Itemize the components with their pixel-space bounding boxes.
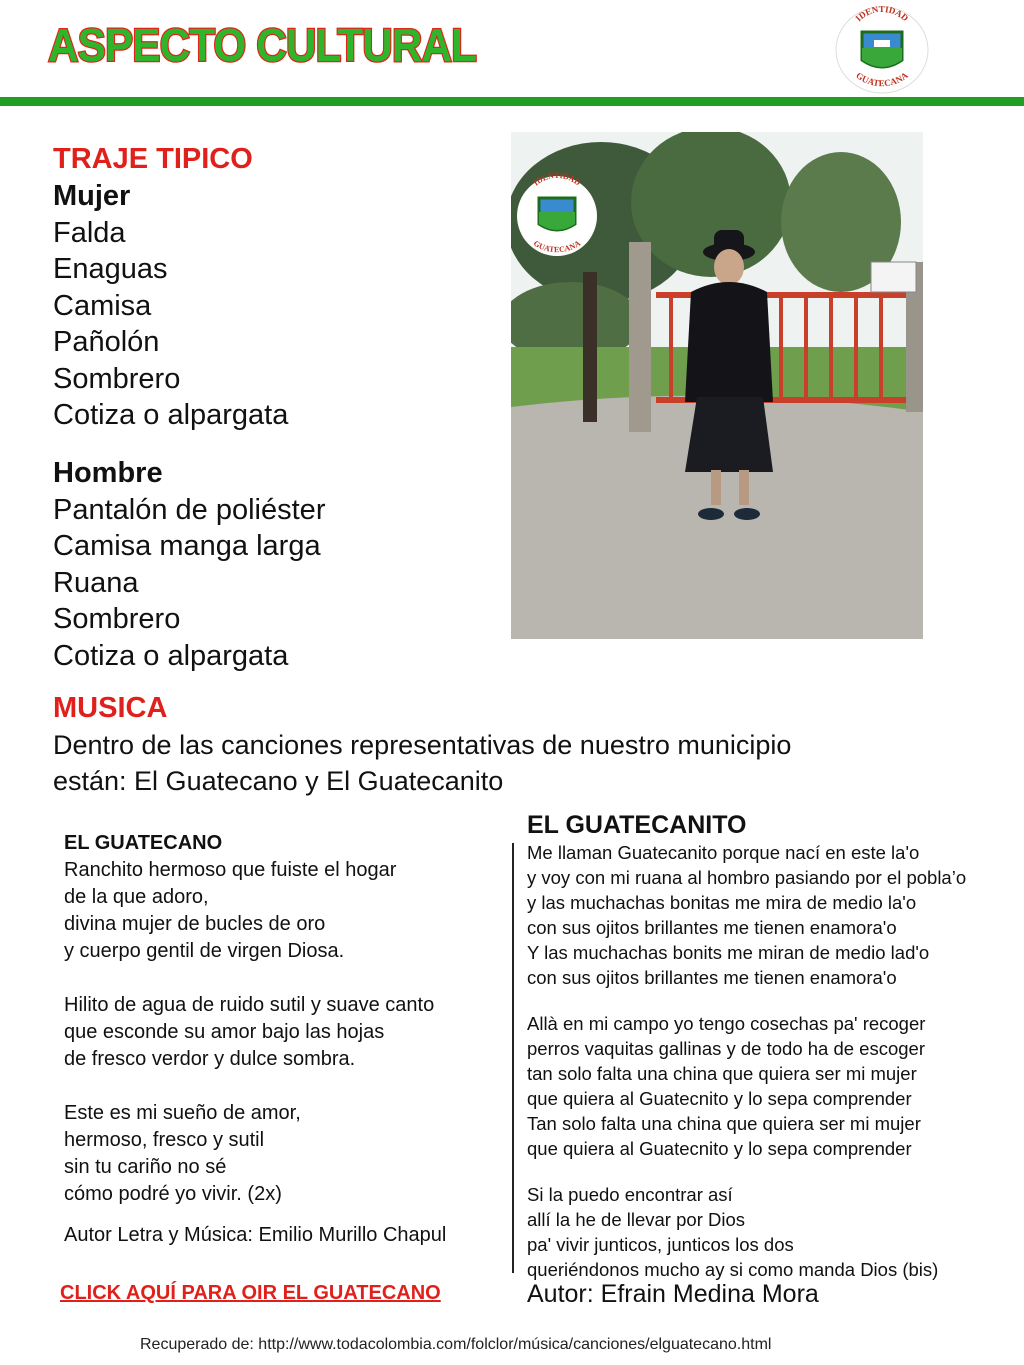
musica-intro bbox=[53, 727, 791, 799]
list-item: Cotiza o alpargata bbox=[53, 639, 289, 672]
stanza: Hilito de agua de ruido sutil y suave canto que esconde su amor bajo las hojas de fresco verdor y dulce sombra. bbox=[64, 994, 435, 1070]
svg-text:GUATECANA: GUATECANA bbox=[854, 70, 910, 89]
song-author: Autor: Efrain Medina Mora bbox=[527, 1280, 819, 1308]
hombre-list bbox=[53, 492, 325, 674]
hombre-heading: Hombre bbox=[53, 457, 163, 489]
play-guatecano-link[interactable]: CLICK AQUÍ PARA OIR EL GUATECANO bbox=[60, 1282, 441, 1304]
header-divider bbox=[0, 97, 1024, 106]
list-item: Falda bbox=[53, 217, 126, 249]
stanza: Me llaman Guatecanito porque nací en este la'o y voy con mi ruana al hombro pasiando por el pobla’o y las muchachas bonitas me mira de medio la'o con sus ojitos brillantes me tienen enamora'o Y las muchachas bonits me miran de medio lad'o con sus ojitos brillantes me tienen enamora'o bbox=[527, 842, 967, 988]
list-item: Sombrero bbox=[53, 362, 181, 395]
musica-intro-line1: Dentro de las canciones representativas de nuestro municipio bbox=[53, 730, 792, 760]
list-item: Camisa manga larga bbox=[53, 530, 321, 563]
list-item: Ruana bbox=[53, 566, 139, 599]
source-citation: Recuperado de: http://www.todacolombia.com/folclor/música/canciones/elguatecano.html bbox=[140, 1336, 772, 1353]
stanza: Allà en mi campo yo tengo cosechas pa' recoger perros vaquitas gallinas y de todo ha de escoger tan solo falta una china que quiera ser mi mujer que quiera al Guatecnito y lo sepa comprender Tan solo falta una china que quiera ser mi mujer que quiera al Guatecnito y lo sepa comprender bbox=[527, 1013, 926, 1159]
mujer-heading: Mujer bbox=[53, 180, 131, 212]
musica-heading: MUSICA bbox=[53, 692, 168, 724]
song-title: EL GUATECANITO bbox=[527, 811, 747, 839]
song-el-guatecano bbox=[64, 830, 504, 1249]
page-title: ASPECTO CULTURAL bbox=[48, 19, 477, 71]
stanza: Ranchito hermoso que fuiste el hogar de la que adoro, divina mujer de bucles de oro y cuerpo gentil de virgen Diosa. bbox=[64, 859, 397, 962]
list-item: Camisa bbox=[53, 289, 152, 322]
song-el-guatecanito bbox=[527, 810, 1022, 1307]
song-title: EL GUATECANO bbox=[64, 832, 223, 854]
list-item: Cotiza o alpargata bbox=[53, 399, 289, 432]
traje-tipico-heading: TRAJE TIPICO bbox=[53, 143, 253, 175]
musica-intro-line2: están: El Guatecano y El Guatecanito bbox=[53, 766, 504, 796]
list-item: Pañolón bbox=[53, 326, 160, 359]
list-item: Enaguas bbox=[53, 253, 168, 286]
svg-text:IDENTIDAD: IDENTIDAD bbox=[853, 4, 911, 24]
list-item: Sombrero bbox=[53, 603, 181, 636]
song-author: Autor Letra y Música: Emilio Murillo Chapul bbox=[64, 1224, 447, 1246]
identidad-guatecana-logo bbox=[832, 4, 932, 96]
svg-text:IDENTIDAD: IDENTIDAD bbox=[531, 170, 583, 188]
traje-tipico-photo bbox=[511, 132, 923, 639]
stanza: Este es mi sueño de amor, hermoso, fresco y sutil sin tu cariño no sé cómo podré yo vivir. (2x) bbox=[64, 1102, 301, 1205]
column-divider bbox=[512, 843, 514, 1273]
mujer-list bbox=[53, 215, 288, 433]
stanza: Si la puedo encontrar así allí la he de llevar por Dios pa' vivir junticos, junticos los dos queriéndonos mucho ay si como manda Dios (bis) bbox=[527, 1184, 939, 1280]
list-item: Pantalón de poliéster bbox=[53, 494, 326, 526]
svg-text:GUATECANA: GUATECANA bbox=[531, 238, 583, 255]
